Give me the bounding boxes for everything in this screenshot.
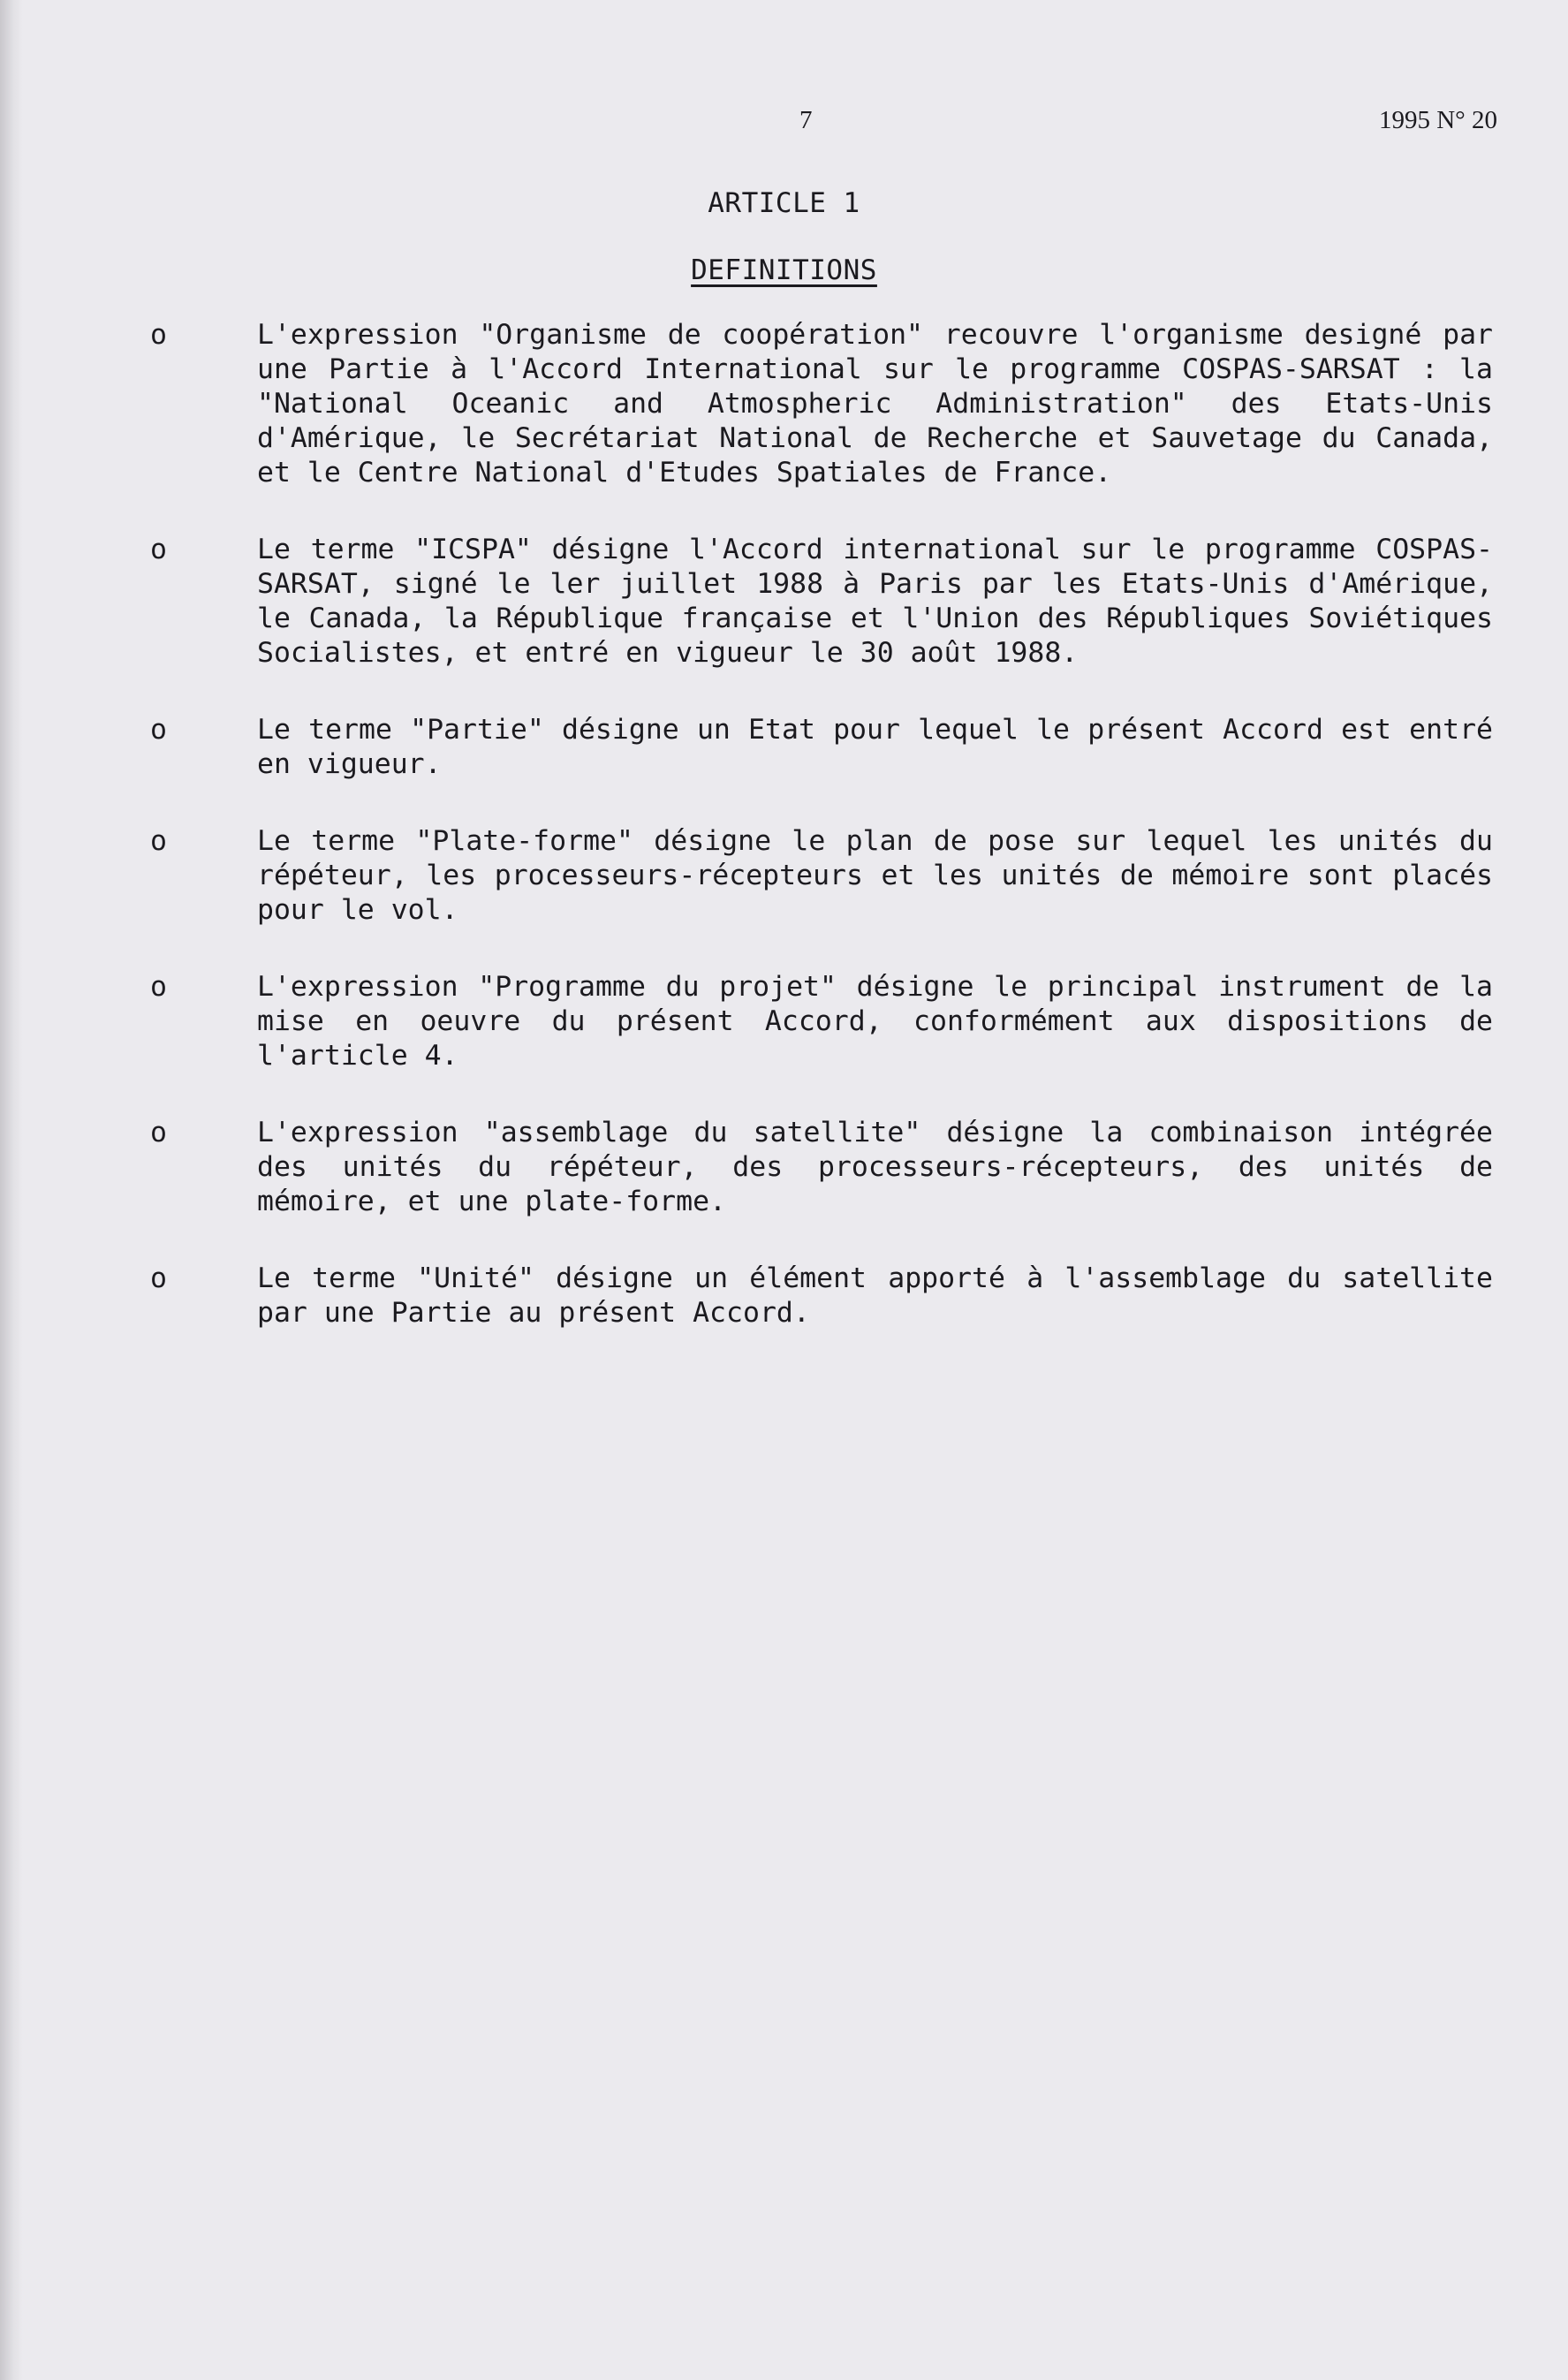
bullet-marker: o: [150, 714, 167, 746]
definition-item: [150, 533, 1493, 671]
definition-item: [150, 1116, 1493, 1219]
definition-text: Le terme "Plate-forme" désigne le plan de pose sur lequel les unités du répéteur, les processeurs-récepteurs et les unités de mémoire sont placés pour le vol.: [257, 825, 1493, 926]
bullet-marker: o: [150, 825, 167, 857]
bullet-marker: o: [150, 971, 167, 1003]
definition-item: [150, 1262, 1493, 1330]
definition-item: [150, 824, 1493, 928]
bullet-marker: o: [150, 319, 167, 351]
definition-text: L'expression "Organisme de coopération" recouvre l'organisme designé par une Partie à l'Accord International sur le programme COSPAS-SARSAT : la "National Oceanic and Atmospheric Administration" des Etats-Unis d'Amérique, le Secrétariat National de Recherche et Sauvetage du Canada, et le Centre National d'Etudes Spatiales de France.: [257, 319, 1493, 489]
section-heading-text: DEFINITIONS: [691, 254, 877, 286]
binding-edge-shadow: [0, 0, 23, 2380]
bullet-marker: o: [150, 534, 167, 565]
bullet-marker: o: [150, 1262, 167, 1294]
definition-text: L'expression "Programme du projet" désigne le principal instrument de la mise en oeuvre du présent Accord, conformément aux dispositions de l'article 4.: [257, 971, 1493, 1072]
bullet-marker: o: [150, 1117, 167, 1148]
definitions-list: [150, 318, 1493, 1373]
definition-text: L'expression "assemblage du satellite" désigne la combinaison intégrée des unités du répéteur, des processeurs-récepteurs, des unités de mémoire, et une plate-forme.: [257, 1117, 1493, 1217]
definition-text: Le terme "ICSPA" désigne l'Accord international sur le programme COSPAS-SARSAT, signé le ler juillet 1988 à Paris par les Etats-Unis d'Amérique, le Canada, la République française et l'Union des Républiques Soviétiques Socialistes, et entré en vigueur le 30 août 1988.: [257, 534, 1493, 669]
page-number: 7: [799, 106, 813, 134]
definition-text: Le terme "Unité" désigne un élément apporté à l'assemblage du satellite par une Partie au présent Accord.: [257, 1262, 1493, 1329]
section-heading: [0, 254, 1568, 286]
definition-item: [150, 970, 1493, 1073]
article-title: ARTICLE 1: [708, 187, 860, 219]
definition-text: Le terme "Partie" désigne un Etat pour lequel le présent Accord est entré en vigueur.: [257, 714, 1493, 780]
definition-item: [150, 713, 1493, 782]
definition-item: [150, 318, 1493, 490]
series-number: 1995 N° 20: [1378, 106, 1497, 134]
